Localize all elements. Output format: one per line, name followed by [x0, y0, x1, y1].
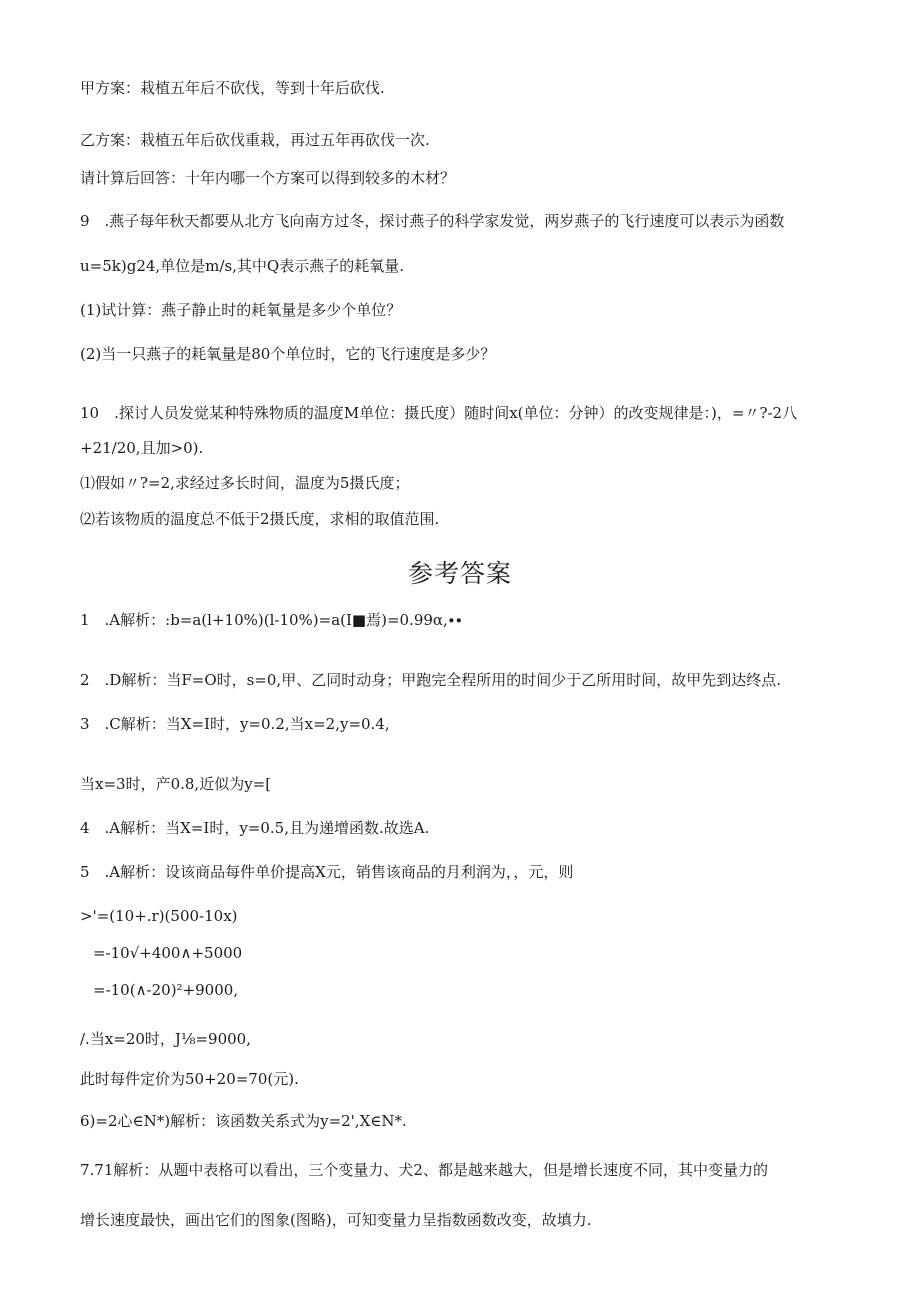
question-9-stem: 9 .燕子每年秋天都要从北方飞向南方过冬，探讨燕子的科学家发觉，两岁燕子的飞行速度可以表示为函数: [80, 212, 785, 230]
answer-1: 1 .A解析：:b=a(l+10%)(l-10%)=a(I■焉)=0.99α,∙∙: [80, 611, 463, 629]
question-9-part-2: (2)当一只燕子的耗氧量是80个单位时，它的飞行速度是多少？: [80, 345, 496, 363]
answer-7-cont: 增长速度最快，画出它们的图象(图略)，可知变量力呈指数函数改变，故填力.: [80, 1211, 592, 1229]
question-10-part-1: ⑴假如〃?=2,求经过多长时间，温度为5摄氏度；: [80, 474, 410, 492]
answer-4: 4 .A解析：当X=I时，y=0.5,且为递增函数.故选A.: [80, 819, 430, 837]
question-9-formula: u=5k)g24,单位是m/s,其中Q表示燕子的耗氧量.: [80, 257, 404, 275]
answer-5-equation-2: =-10√+400∧+5000: [93, 944, 243, 962]
answers-heading: 参考答案: [407, 559, 512, 588]
answer-5-equation-3: =-10(∧-20)²+9000,: [93, 981, 239, 999]
answer-5-equation-4: /.当x=20时，J⅛=9000,: [80, 1030, 251, 1048]
answer-5-price: 此时每件定价为50+20=70(元).: [80, 1070, 299, 1088]
question-10-stem: 10 .探讨人员发觉某种特殊物质的温度M单位：摄氏度）随时间x(单位：分钟）的改变规律是：)，=〃?-2八: [80, 404, 798, 422]
plan-a-text: 甲方案：栽植五年后不砍伐，等到十年后砍伐.: [80, 79, 385, 97]
answer-5: 5 .A解析：设该商品每件单价提高X元，销售该商品的月利润为，，元，则: [80, 863, 574, 881]
answer-2: 2 .D解析：当F=O时，s=0,甲、乙同时动身；甲跑完全程所用的时间少于乙所用时间，故甲先到达终点.: [80, 671, 781, 689]
question-10-stem-cont: +21/20,且加>0).: [80, 439, 204, 457]
answer-7: 7.71解析：从题中表格可以看出，三个变量力、犬2、都是越来越大，但是增长速度不同，其中变量力的: [80, 1161, 768, 1179]
answer-6: 6)=2心∈N*)解析：该函数关系式为y=2',X∈N*.: [80, 1112, 407, 1130]
answer-3-cont: 当x=3时，产0.8,近似为y=[: [80, 775, 272, 793]
question-8-prompt: 请计算后回答：十年内哪一个方案可以得到较多的木材？: [80, 169, 456, 187]
question-10-part-2: ⑵若该物质的温度总不低于2摄氏度，求相的取值范围.: [80, 510, 440, 528]
question-9-part-1: (1)试计算：燕子静止时的耗氧量是多少个单位？: [80, 301, 402, 319]
plan-b-text: 乙方案：栽植五年后砍伐重栽，再过五年再砍伐一次.: [80, 131, 430, 149]
answer-3: 3 .C解析：当X=I时，y=0.2,当x=2,y=0.4,: [80, 715, 390, 733]
answer-5-equation-1: >'=(10+.r)(500-10x): [80, 907, 238, 925]
